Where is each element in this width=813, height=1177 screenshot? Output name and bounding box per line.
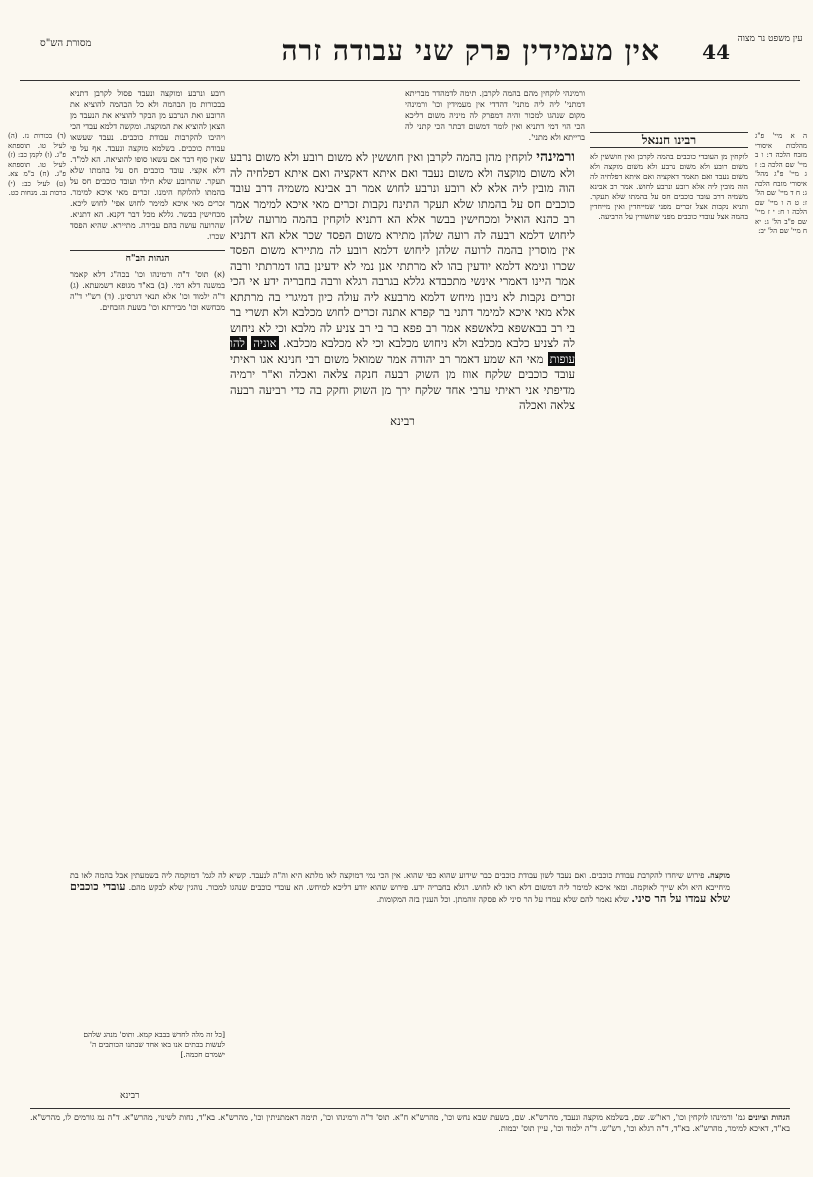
highlighted-word: אוניה — [253, 336, 277, 350]
gemara-closing-name: רבינא — [390, 413, 415, 428]
header-rule — [20, 80, 800, 81]
mokzeh-heading: מוקצה. — [707, 870, 730, 880]
tosafot-top-text: ורמינהי לוקחין מהם בהמה לקרבן. תימה לדמהדר מבריתא דמתני' ליה ליה מתני' דהדדי אין מעמידין וכו' ורמינהי מקום שנהגו למכור והיה דמפרק לה מיניה משום דליכא הכי הוי דמי דתניא ואין לומר דמשום דבתר הכי קתני לה ברייתא ולא מתני'. — [405, 89, 585, 142]
footer-text: גמ' ורמינהו לוקחין וכו', ראו"ש. שם, בשלמא מוקצה ונעבד, מהרש"א. שם, בשעת שבא נחש וכו', מהרש"א ח"א. תוס' ד"ה ורמינהו וכו', תימה דאמתניתין וכו', מהרש"א. בא"ד, נחות לשינוי, מהרש"א. ד"ה נמ גורמים לו, מהרש"א. בא"ד, דאיכא למימר, מהרש"א. בא"ד, ד"ה רגלא וכו', רש"ש. ד"ה ילמוד וכו', עיין תוס' יבמות. — [30, 1113, 790, 1133]
avodei-kochavim-heading: עובדי כוכבים שלא עמדו על הר סיני. — [70, 880, 730, 905]
ein-mishpat-label: עין משפט נר מצוה — [737, 34, 803, 44]
masoret-text: (ד) בכורות נז. (ה) לעיל טו. תוספתא פ"ג. (ו) לקמן כב: (ז) לעיל טו. תוספתא פ"ג. (ח) ב"מ צא. (ט) לעיל כב: (י) ברכות נב. מנחות כט. — [8, 132, 66, 197]
masoret-label: מסורת הש"ס — [40, 38, 92, 49]
ein-mishpat-text: ה א מיי' פ"ג מהלכות איסורי מזבח הלכה ד: ו ב מיי' שם הלכה ב: ז ג מיי' פ"ג מהל' איסורי מזבח הלכה ג: ח ד מיי' שם הל' ז: ט ה ו מיי' שם הלכה ו ח: י ז מיי' שם פ"ב הל' ג: יא ח מיי' שם הל' יב: — [755, 132, 807, 235]
signature-text: רבינא — [120, 1091, 140, 1101]
rashi-text: רובע ונרבע ומוקצה ונעבד פסול לקרבן דתניא בבכורות מן הבהמה ולא כל הבהמה להוציא את הרובע ואת הנרבע מן הבקר להוציא את הנעבד מן הצאן להוציא את המוקצה. ומקשה דלמא עבדי הכי ויהיבו להקרבות עבודת כוכבים. נעבד שעשאו עבודת כוכבים. בשלמא מוקצה ונעבד. אף על פי שאין סוף דבר אם עשאו סופו להוציאה. הא למ"ד. דלא אקצי. עובד כוכבים חס על בהמתו שלא תעקר. שהרובע שלא תילד ועובד כוכבים חס על בהמתו להלוקח הימנו. זכרים מאי איכא למימר. זכרים מאי איכא למימר לחוש אפי' לחוש ליכא. מכחישין בבשר. גללא מכל דבר דקנא. הא דתניא. שהרועה עושה בהם עבירה. מתיירא. שהיא הפסד שכרו. — [70, 89, 225, 241]
gemara-text: לוקחין מהן בהמה לקרבן ואין חוששין לא משום רובע ולא משום נרבע ולא משום מוקצה ולא משום נעבד ואם איתא דאקציה ואם איתא דפלחיה לה הוה מובין ליה אלא לא רובע ונרבע לחוש אמר רב אבינא משמיה דרב עובד כוכבים חס על בהמתו שלא תעקר התינח נקבות זכרים מאי איכא למימר אמר רב כהנא הואיל ומכחישין בבשר אלא הא דתניא לוקחין בהמה מרועה שלהן ליחוש דלמא רבעה לה רועה שלהן מתירא משום הפסד שכר אלא הא דתניא אין מוסרין בהמה לרועה שלהן ליחוש דלמא רובע לה מתיירא משום הפסד שכרו ונימא דלמא יודעין בהו לא מרתתי אנן נמי לא ידעינן בהו דמרתתי ורבה אמר היינו דאמרי אינשי מתכבדא גללא בגרבה רגלא ורבה בחבריה ידע אי הכי זכרים נקבות לא ניבון מיחש דלמא מרבעא ליה עולה כיון דמיגרי בה מרתתא אלא מאי איכא למימר דתני בר קפרא אתנה זכרים לחוש מכלבא ולא תשרי בר בי רב בבאשפא בלאשפא אמר רב פפא בר בי רב צניע לה מלבא וכי לא ניחוש לה לצניע כלבא מכלבא ולא ניחוש מכלבא וכי לא מכלבא מכלבא. — [230, 150, 575, 350]
rabbeinu-chananel-text: לוקחין מן העובדי כוכבים בהמה לקרבן ואין חוששין לא משום רובע ולא משום נרבע ולא משום מוקצה ולא משום נעבד ואם תאמר דאקציה ואם איתא דפלחיה לה הוה מובין ליה אלא רובע ונרבע לחוש. אמר רב אבינא משמיה דרב עובד כוכבים חס על בהמתו שלא תעקר. ותניא נקבות אצל זכרים מפני שמייחדין ואין מייחדין בהמה אצל עובדי כוכבים מפני שחשודין על הרביעה. — [590, 152, 748, 221]
avodei-kochavim-text: שלא נאמר להם שלא עמדו על הר סיני לא פסקה זוהמתן. וכל הענין בזה המקומות. — [376, 895, 629, 904]
gemara-block — [230, 150, 575, 860]
page-header — [40, 28, 803, 78]
rabbeinu-chananel-heading: רבינו חננאל — [590, 132, 748, 148]
gemara-closing-text: מאי הא שמע דאמר רב יהודה אמר שמואל משום רבי חנינא אגו ראיתי עובד כוכבים שלקח אווז מן השוק רבעה חנקה צלאה ואכלה וא"ר ירמיה מדיפתי אני ראיתי ערבי אחד שלקח ירך מן השוק וחקק בה כדי רביעה רבעה צלאה ואכלה — [230, 351, 575, 412]
masoret-hashas-column — [8, 132, 66, 962]
page-title: אין מעמידין פרק שני עבודה זרה — [281, 34, 660, 67]
ein-mishpat-column — [755, 132, 807, 962]
rashi-column — [70, 88, 225, 958]
hagahot-vetziyunim-footer — [30, 1108, 790, 1134]
hagahot-habach-heading: הגהות הב"ח — [70, 250, 225, 265]
hagahot-habach-text: (א) תוס' ד"ה ורמינהו וכו' בכה"ג דלא קאמר במשנה דלא דמי. (ב) בא"ד מגופא דשמעתא. (ג) ד"ה ילמוד וכו' אלא תנאי דגרסינן. (ד) רש"י ד"ה מכחשא וכו' מבירתא וכו' בשעת הזבחים. — [70, 270, 225, 312]
bracket-note: [כל זה מלה לחדש בבבא קמא. ותוס' מנהג שלהם לעשות בבתים אנו באו אחד שבתנו הכותבים ה' ישמרם חכמה.] — [83, 1030, 225, 1059]
page-number: 44 — [702, 40, 730, 64]
bottom-commentary-text: פירוש שיחדו להקרבת עבודת כוכבים. ואם נעבד לשון עבודת כוכבים כבר שידוע שהוא כפי שהוא. אין הכי נמי דמוקצה לאו מלתא היא וה"ה לנעבד. קשיא לה לגמ' דמוקמה ליה בשמעתין אבל בהמה לאו בת מיחייבא היא ולא שייך לאוקמה. ומאי איכא למימר ליה דמשום דלא ראו לא לחוש. רגלא בחבריה ידע. פירוש שהוא יודע דליכא למיחש. הא עובדי כוכבים שנהגו למכור. נוהגין שלא לבקש מהם. — [70, 871, 730, 892]
gemara-opening-word: ורמינהי — [536, 150, 575, 165]
rabbeinu-chananel-column — [590, 132, 748, 962]
highlighted-phrase: להו עופות — [230, 336, 575, 366]
bottom-commentary — [70, 870, 730, 1020]
footer-label: הגהות וציונים — [748, 1112, 791, 1122]
